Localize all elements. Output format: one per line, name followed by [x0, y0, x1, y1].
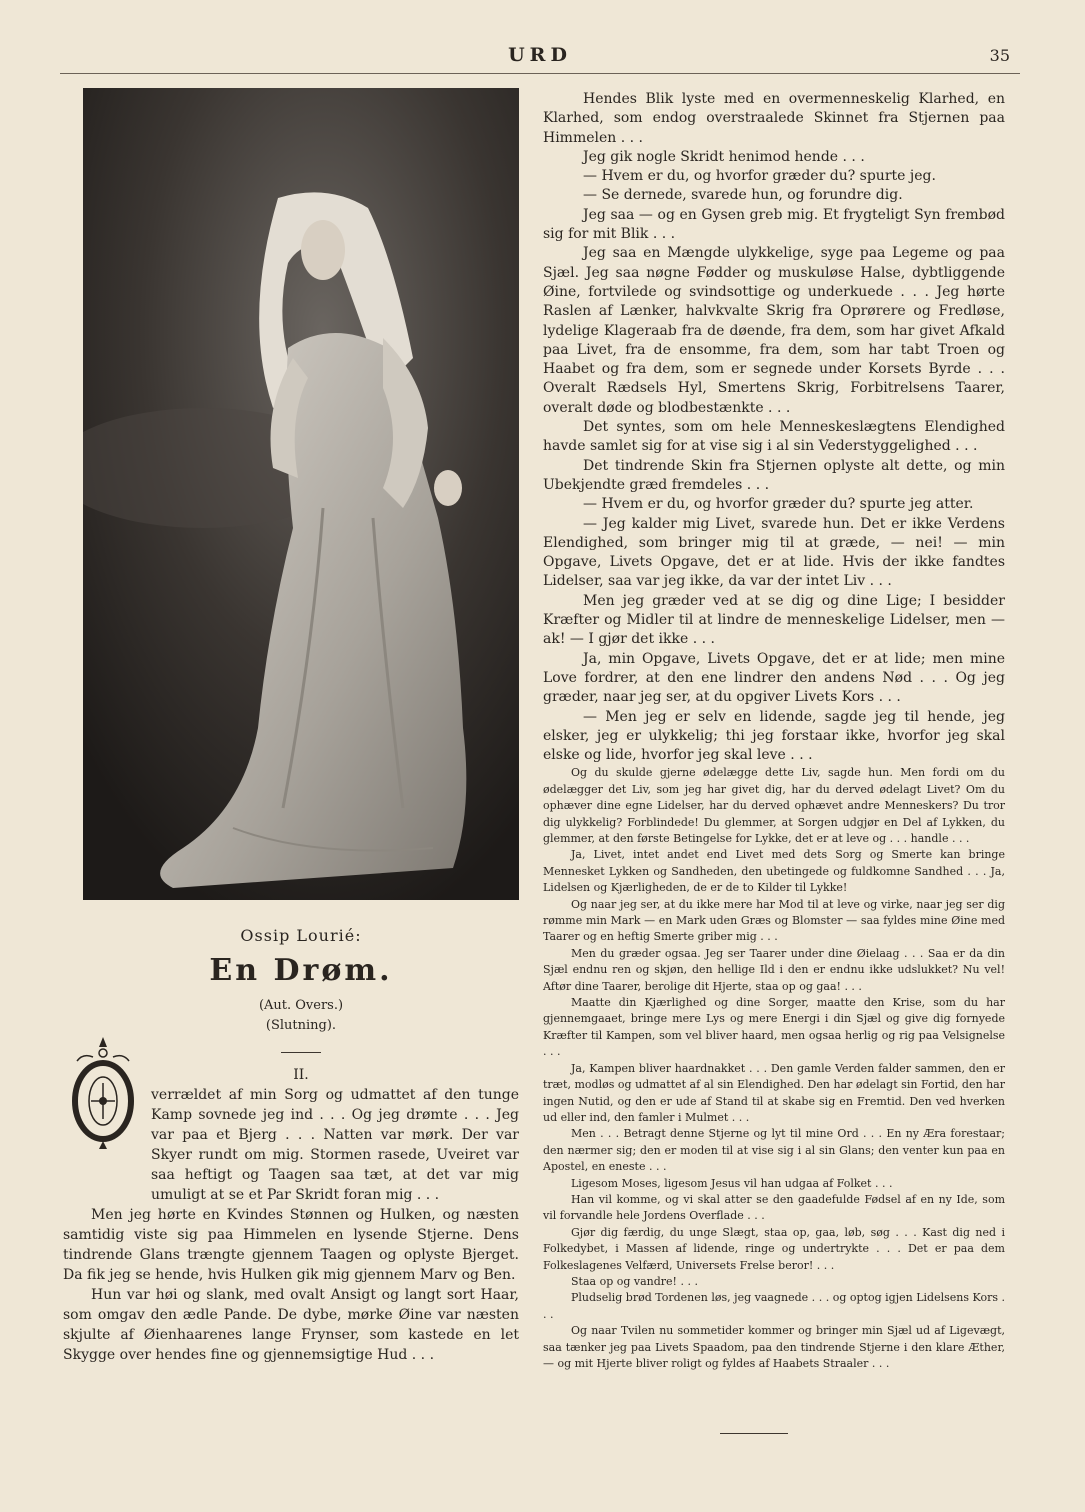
page-number: 35	[989, 46, 1010, 65]
paragraph: Staa op og vandre! . . .	[571, 1274, 698, 1288]
paragraph: Det tindrende Skin fra Stjernen oplyste alt dette, og min Ubekjendte græd fremdeles . . .	[543, 457, 1005, 493]
dropcap-letter: O	[102, 1111, 104, 1112]
paragraph: — Hvem er du, og hvorfor græder du? spurte jeg atter.	[583, 496, 974, 513]
translation-note: (Aut. Overs.)	[258, 998, 344, 1013]
caption-rule	[281, 1052, 321, 1053]
paragraph: Og du skulde gjerne ødelægge dette Liv, sagde hun. Men fordi om du ødelægger det Liv, som jeg har givet dig, har du derved ødelagt Livet? Om du ophæver dine egne Lidelser, har du derved ophævet andre Menneskers? Du tror dig ulykkelig? Forblindede! Du glemmer, at Sorgen udgjør en Del af Lykken, du glemmer, at den første Betingelse for Lykke, det er at leve og . . . handle . . .	[543, 766, 1005, 846]
photo-illustration	[83, 88, 519, 900]
paragraph: Hun var høi og slank, med ovalt Ansigt og langt sort Haar, som omgav den ædle Pande. De dybe, mørke Øine var næsten skjulte af Øienhaarenes lange Frynser, som kastede en let Skygge over hendes fine og gjennemsigtige Hud . . .	[63, 1287, 519, 1363]
paragraph: verrældet af min Sorg og udmattet af den tunge Kamp sovnede jeg ind . . . Og jeg drømte . . . Jeg var paa et Bjerg . . . Natten var mørk. Der var Skyer rundt om mig. Stormen rasede, Uveiret var saa heftigt og Taagen saa tæt, at det var mig umuligt at se et Par Skridt foran mig . . .	[151, 1087, 519, 1203]
section-number: II.	[293, 1067, 309, 1083]
small-print-section	[543, 765, 1005, 1372]
left-column-text	[63, 1087, 519, 1365]
paragraph: Men . . . Betragt denne Stjerne og lyt til mine Ord . . . En ny Æra forestaar; den nærmer sig; den er moden til at vise sig i al sin Glans; den venter kun paa en Apostel, en eneste . . .	[543, 1127, 1005, 1174]
paragraph: Gjør dig færdig, du unge Slægt, staa op, gaa, løb, søg . . . Kast dig ned i Folkedybet, i Massen af lidende, ringe og undertrykte . . . Det er paa dem Folkeslagenes Velfærd, Universets Frelse beror! . . .	[543, 1225, 1005, 1272]
author-name: Ossip Lourié:	[240, 926, 362, 945]
article-caption	[83, 926, 519, 1083]
paragraph: — Men jeg er selv en lidende, sagde jeg til hende, jeg elsker, jeg er ulykkelig; thi jeg forstaar ikke, hvorfor jeg skal elske og lide, hvorfor jeg skal leve . . .	[543, 708, 1005, 764]
paragraph: — Se dernede, svarede hun, og forundre dig.	[583, 187, 903, 204]
paragraph: Jeg saa — og en Gysen greb mig. Et frygteligt Syn frembød sig for mit Blik . . .	[543, 206, 1005, 243]
paragraph: Ja, Livet, intet andet end Livet med dets Sorg og Smerte kan bringe Mennesket Lykken og Sandheden, den ubetingede og fuldkomne Sandhed . . . Ja, Lidelsen og Kjærligheden, de er de to Kilder til Lykke!	[543, 848, 1005, 895]
paragraph: Ja, min Opgave, Livets Opgave, det er at lide; men mine Love fordrer, at den ene lindrer den andens Nød . . . Og jeg græder, naar jeg ser, at du opgiver Livets Kors . . .	[543, 650, 1005, 706]
continuation-note: (Slutning).	[265, 1018, 337, 1033]
page-header	[60, 44, 1020, 74]
paragraph: Ja, Kampen bliver haardnakket . . . Den gamle Verden falder sammen, den er træt, modløs og udmattet af al sin Elendighed. Den har ødelagt sin Fortid, den har ingen Nutid, og den er ude af Stand til at skabe sig en Fremtid. Den ved hverken ud eller ind, den famler i Mulmet . . .	[543, 1061, 1005, 1124]
paragraph: Men jeg græder ved at se dig og dine Lige; I besidder Kræfter og Midler til at lindre de menneskelige Lidelser, men — ak! — I gjør det ikke . . .	[543, 592, 1005, 648]
paragraph: Jeg gik nogle Skridt henimod hende . . .	[583, 148, 865, 165]
paragraph: Pludselig brød Tordenen løs, jeg vaagnede . . . og optog igjen Lidelsens Kors . . .	[543, 1291, 1005, 1321]
portrait-photo	[83, 88, 519, 900]
paragraph: Og naar Tvilen nu sommetider kommer og bringer min Sjæl ud af Ligevægt, saa tænker jeg paa Livets Spaadom, paa den tindrende Stjerne i den klare Æther, — og mit Hjerte bliver roligt og fyldes af Haabets Straaler . . .	[543, 1324, 1005, 1371]
paragraph: Ligesom Moses, ligesom Jesus vil han udgaa af Folket . . .	[571, 1176, 893, 1190]
journal-title: URD	[508, 44, 572, 66]
paragraph: Det syntes, som om hele Menneskeslægtens Elendighed havde samlet sig for at vise sig i al sin Vederstyggelighed . . .	[543, 419, 1005, 455]
article-title: En Drøm.	[209, 953, 393, 988]
paragraph: — Jeg kalder mig Livet, svarede hun. Det er ikke Verdens Elendighed, som bringer mig til at græde, — nei! — min Opgave, Livets Opgave, det er at lide. Hvis der ikke fandtes Lidelser, saa var jeg ikke, da var der intet Liv . . .	[543, 515, 1005, 590]
header-rule	[60, 73, 1020, 74]
right-column-text	[543, 90, 1005, 1372]
paragraph: — Hvem er du, og hvorfor græder du? spurte jeg.	[583, 168, 936, 185]
paragraph: Hendes Blik lyste med en overmenneskelig Klarhed, en Klarhed, som endog overstraalede Skinnet fra Stjernen paa Himmelen . . .	[543, 91, 1005, 146]
paragraph: Maatte din Kjærlighed og dine Sorger, maatte den Krise, som du har gjennemgaaet, bringe mere Lys og mere Energi i din Sjæl og give dig fornyede Kræfter til Kampen, som vel bliver haard, men ogsaa herlig og rig paa Velsignelse . . .	[543, 996, 1005, 1059]
paragraph: Men du græder ogsaa. Jeg ser Taarer under dine Øielaag . . . Saa er da din Sjæl endnu ren og skjøn, den hellige Ild i den er endnu ikke udslukket? Nu vel! Aftør dine Taarer, berolige dit Hjerte, staa op og gaa! . . .	[543, 946, 1005, 993]
paragraph: Men jeg hørte en Kvindes Stønnen og Hulken, og næsten samtidig viste sig paa Himmelen en lysende Stjerne. Dens tindrende Glans trængte gjennem Taagen og oplyste Bjerget. Da fik jeg se hende, hvis Hulken gik mig gjennem Marv og Ben.	[63, 1207, 519, 1283]
end-rule	[720, 1433, 788, 1434]
paragraph: Jeg saa en Mængde ulykkelige, syge paa Legeme og paa Sjæl. Jeg saa nøgne Fødder og muskuløse Halse, dybtliggende Øine, fortvilede og svindsottige og underkuede . . . Jeg hørte Raslen af Lænker, halvkvalte Skrig fra Oprørere og Fredløse, lydelige Klageraab fra de døende, fra dem, som har givet Afkald paa Livet, fra de ensomme, fra dem, som har tabt Troen og Haabet og fra dem, som er segnede under Korsets Byrde . . . Overalt Rædsels Hyl, Smertens Skrig, Forbitrelsens Taarer, overalt døde og blodbestænkte . . .	[543, 245, 1005, 416]
paragraph: Han vil komme, og vi skal atter se den gaadefulde Fødsel af en ny Ide, som vil forvandle hele Jordens Overflade . . .	[543, 1192, 1005, 1223]
paragraph: Og naar jeg ser, at du ikke mere har Mod til at leve og virke, naar jeg ser dig rømme min Mark — en Mark uden Græs og Blomster — saa fyldes mine Øine med Taarer og en heftig Smerte griber mig . . .	[543, 897, 1005, 944]
